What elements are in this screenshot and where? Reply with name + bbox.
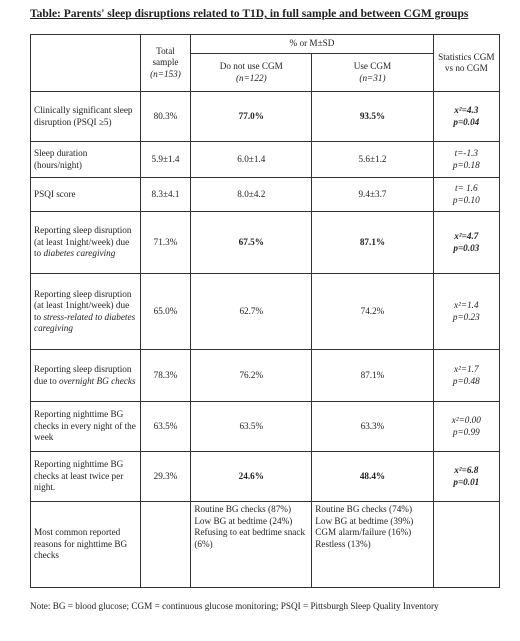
row-label-italic: stress-related to diabetes caregiving (34, 311, 136, 333)
header-pct-label: % or M±SD (191, 35, 433, 54)
cell-stats (433, 178, 499, 212)
row-label (31, 274, 141, 350)
table-row (31, 92, 500, 142)
cell-stats (433, 142, 499, 178)
stat-value: x²=1.4 (454, 300, 479, 310)
reasons-no-cgm (191, 502, 312, 588)
cell-total: 8.3±4.1 (140, 178, 191, 212)
table-row (31, 212, 500, 274)
cell-total: 5.9±1.4 (140, 142, 191, 178)
stat-p: p=0.10 (452, 194, 480, 205)
header-no-cgm-label: Do not use CGM (219, 61, 283, 71)
cell-no-cgm: 8.0±4.2 (191, 178, 312, 212)
stat-value: x²=6.8 (454, 465, 479, 475)
sleep-disruption-table (30, 34, 500, 588)
header-no-cgm-n: (n=122) (235, 72, 267, 83)
reasons-use-cgm (312, 502, 433, 588)
row-label-text: Reporting sleep disruption (at least 1night/week) due to (34, 225, 132, 259)
header-row-top (31, 35, 500, 54)
cell-total: 78.3% (140, 350, 191, 402)
header-no-cgm (191, 54, 312, 92)
stat-value: x²=1.7 (454, 364, 479, 374)
row-label: PSQI score (31, 178, 141, 212)
stat-p: p=0.23 (452, 311, 480, 322)
table-row (31, 274, 500, 350)
cell-no-cgm: 76.2% (191, 350, 312, 402)
header-use-cgm-label: Use CGM (353, 61, 392, 71)
header-total-n: (n=153) (150, 68, 181, 79)
row-label: Reporting nighttime BG checks at least twice per night. (31, 452, 141, 502)
reason-item: Routine BG checks (87%) (194, 504, 292, 514)
cell-stats (433, 274, 499, 350)
row-label-text: Reporting sleep disruption due to (34, 364, 132, 386)
row-label-italic: diabetes caregiving (43, 248, 116, 259)
row-label: Sleep duration (hours/night) (31, 142, 141, 178)
header-total-label: Total sample (152, 45, 179, 68)
stat-value: x²=0.00 (451, 415, 481, 425)
row-label-text: Reporting sleep disruption (at least 1night/week) due to (34, 288, 132, 322)
cell-stats (433, 402, 499, 452)
cell-stats (433, 350, 499, 402)
reason-item: CGM alarm/failure (16%) (315, 527, 412, 537)
reason-item: Low BG at bedtime (39%) (315, 515, 414, 526)
table-row (31, 142, 500, 178)
reason-item: Routine BG checks (74%) (315, 504, 412, 514)
stat-p: p=0.01 (453, 476, 480, 487)
cell-stats (433, 92, 499, 142)
cell-no-cgm: 24.6% (191, 452, 312, 502)
cell-total: 65.0% (140, 274, 191, 350)
stat-p: p=0.48 (452, 375, 480, 386)
stat-p: p=0.03 (453, 242, 480, 253)
header-use-cgm (312, 54, 433, 92)
cell-no-cgm: 67.5% (191, 212, 312, 274)
header-use-cgm-n: (n=31) (359, 72, 386, 83)
stat-value: x²=4.7 (454, 231, 479, 241)
reasons-stats-empty (433, 502, 499, 588)
table-row (31, 350, 500, 402)
cell-use-cgm: 5.6±1.2 (312, 142, 433, 178)
stat-value: x²=4.3 (454, 105, 479, 115)
stat-p: p=0.99 (452, 426, 480, 437)
row-label-italic: overnight BG checks (59, 375, 136, 386)
reasons-row (31, 502, 500, 588)
reasons-label: Most common reported reasons for nighttime BG checks (31, 502, 141, 588)
cell-no-cgm: 6.0±1.4 (191, 142, 312, 178)
row-label (31, 212, 141, 274)
cell-use-cgm: 48.4% (312, 452, 433, 502)
header-stats: Statistics CGM vs no CGM (433, 35, 499, 92)
cell-use-cgm: 87.1% (312, 350, 433, 402)
table-row (31, 178, 500, 212)
reason-item: Restless (13%) (315, 538, 371, 549)
reasons-total-empty (140, 502, 191, 588)
cell-use-cgm: 63.3% (312, 402, 433, 452)
table-title: Table: Parents' sleep disruptions related to T1D, in full sample and between CGM groups (30, 8, 469, 20)
table-row (31, 452, 500, 502)
cell-use-cgm: 87.1% (312, 212, 433, 274)
cell-total: 71.3% (140, 212, 191, 274)
row-label (31, 350, 141, 402)
stat-p: p=0.04 (453, 116, 480, 127)
stat-value: t= 1.6 (455, 183, 478, 193)
cell-use-cgm: 93.5% (312, 92, 433, 142)
cell-total: 80.3% (140, 92, 191, 142)
row-label: Clinically significant sleep disruption (PSQI ≥5) (31, 92, 141, 142)
reason-item: Refusing to eat bedtime snack (6%) (194, 527, 306, 549)
row-label: Reporting nighttime BG checks in every night of the week (31, 402, 141, 452)
table-row (31, 402, 500, 452)
header-total-sample (140, 35, 191, 92)
cell-stats (433, 212, 499, 274)
cell-no-cgm: 63.5% (191, 402, 312, 452)
stat-p: p=0.18 (452, 159, 480, 170)
stat-value: t=-1.3 (454, 148, 478, 158)
cell-no-cgm: 77.0% (191, 92, 312, 142)
cell-total: 63.5% (140, 402, 191, 452)
cell-no-cgm: 62.7% (191, 274, 312, 350)
cell-stats (433, 452, 499, 502)
cell-use-cgm: 74.2% (312, 274, 433, 350)
cell-use-cgm: 9.4±3.7 (312, 178, 433, 212)
table-note: Note: BG = blood glucose; CGM = continuous glucose monitoring; PSQI = Pittsburgh Sleep Quality Inventory (30, 601, 439, 611)
header-empty-cell (31, 35, 141, 92)
cell-total: 29.3% (140, 452, 191, 502)
reason-item: Low BG at bedtime (24%) (194, 515, 293, 526)
